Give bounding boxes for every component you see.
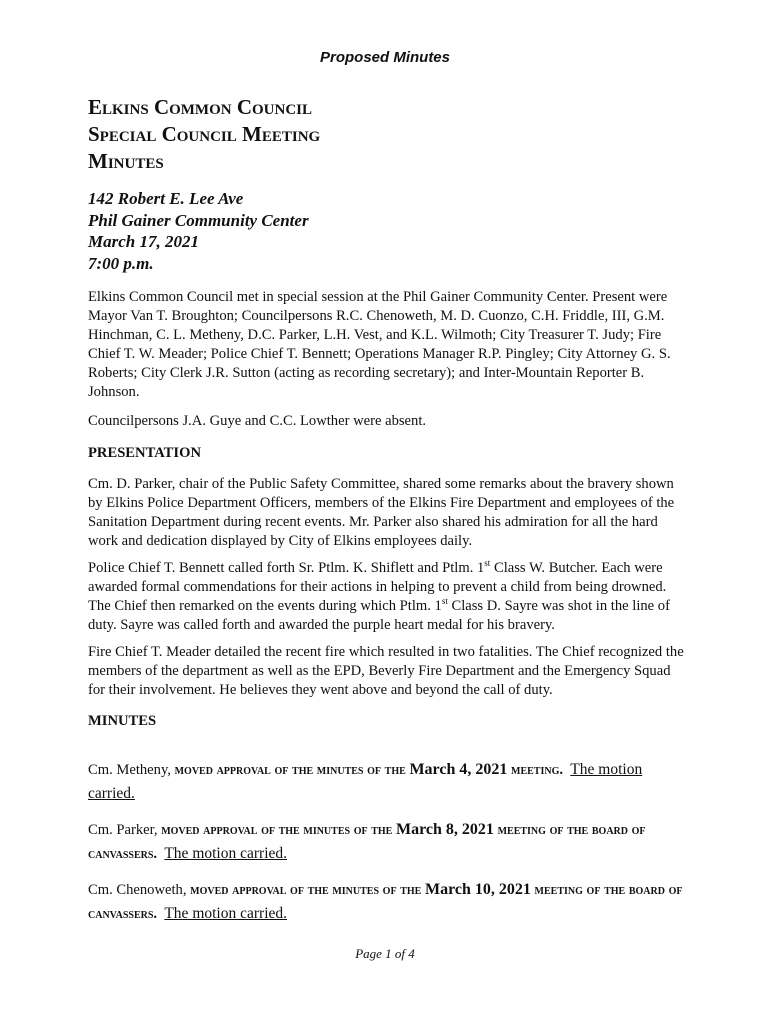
page-number: Page 1 of 4 (355, 946, 415, 961)
document-title (88, 94, 684, 175)
meeting-date: March 17, 2021 (88, 232, 199, 251)
absent-paragraph: Councilpersons J.A. Guye and C.C. Lowther were absent. (88, 413, 427, 429)
motion-date: March 8, 2021 (396, 821, 494, 838)
presentation-heading: PRESENTATION (88, 445, 201, 461)
presentation-paragraph: Fire Chief T. Meader detailed the recent fire which resulted in two fatalities. The Chief recognized the members of the department as well as the EPD, Beverly Fire Department and the Emergency Squad for their involvement. He believes they went above and beyond the call of duty. (88, 644, 684, 698)
motion-result: The motion carried. (164, 845, 288, 862)
meeting-time: 7:00 p.m. (88, 253, 154, 273)
text: Police Chief T. Bennett called forth Sr. Ptlm. K. Shiflett and Ptlm. 1 (88, 560, 485, 576)
title-line: Special Council Meeting (88, 122, 321, 146)
motion-text: meeting. (507, 762, 563, 778)
text: Class W. Butcher. Each were awarded formal commendations for their actions in helping to prevent a child from being drowned. The Chief then remarked on the events during which Ptlm. 1 (88, 560, 667, 614)
motion-text: meeting of the board of canvassers. (88, 882, 683, 922)
motion-item (88, 758, 684, 806)
meeting-address: 142 Robert E. Lee Ave (88, 189, 244, 208)
attendance-paragraph: Elkins Common Council met in special session at the Phil Gainer Community Center. Present were Mayor Van T. Broughton; Councilpersons R.C. Chenoweth, M. D. Cuonzo, C.H. Friddle, III, G.M. Hinchman, C. L. Metheny, D.C. Parker, L.H. Vest, and K.L. Wilmoth; City Treasurer T. Judy; Fire Chief T. W. Meader; Police Chief T. Bennett; Operations Manager R.P. Pingley; City Attorney G. S. Roberts; City Clerk J.R. Sutton (acting as recording secretary); and Inter-Mountain Reporter B. Johnson. (88, 289, 671, 400)
motion-result: The motion carried. (164, 905, 288, 922)
superscript: st (484, 558, 491, 569)
document-header: Proposed Minutes (319, 49, 450, 66)
motion-text: meeting of the board of canvassers. (88, 822, 646, 862)
mover: Cm. Chenoweth, (88, 882, 191, 898)
motion-result: The motion carried. (88, 761, 643, 802)
motion-text: moved approval of the minutes of the (190, 882, 425, 898)
title-line: Elkins Common Council (88, 95, 313, 119)
motion-text: moved approval of the minutes of the (161, 822, 397, 838)
minutes-heading: MINUTES (88, 713, 157, 729)
intro-section (88, 288, 684, 731)
motion-item (88, 818, 684, 866)
motion-date: March 10, 2021 (424, 881, 531, 898)
presentation-paragraph (88, 559, 684, 635)
presentation-paragraph: Cm. D. Parker, chair of the Public Safety Committee, shared some remarks about the bravery shown by Elkins Police Department Officers, members of the Elkins Fire Department and employees of the Sanitation Department during recent events. Mr. Parker also shared his admiration for all the hard work and dedication displayed by City of Elkins employees daily. (88, 476, 675, 549)
motion-text: moved approval of the minutes of the (174, 762, 410, 778)
meeting-info (88, 188, 684, 274)
title-line: Minutes (88, 149, 164, 173)
mover: Cm. Parker, (88, 822, 162, 838)
motion-item (88, 878, 684, 926)
superscript: st (441, 596, 448, 607)
motions-section (88, 758, 684, 926)
mover: Cm. Metheny, (88, 762, 175, 778)
text: Class D. Sayre was shot in the line of duty. Sayre was called forth and awarded the purple heart medal for his bravery. (88, 598, 670, 633)
meeting-venue: Phil Gainer Community Center (88, 210, 309, 230)
motion-date: March 4, 2021 (409, 761, 508, 778)
